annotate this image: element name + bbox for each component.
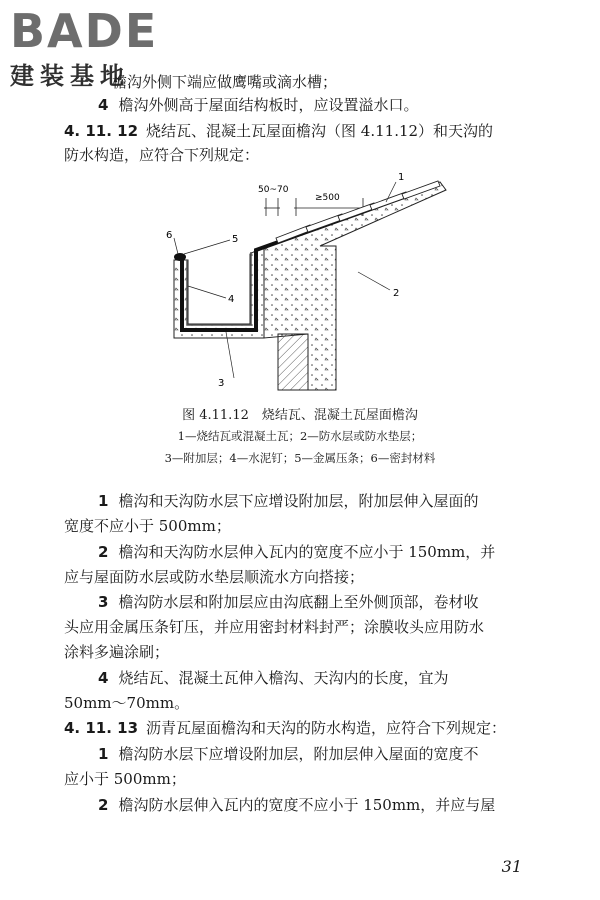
list-item-continued — [64, 567, 364, 587]
item-number: 1 — [98, 492, 109, 510]
section-number: 4. 11. 13 — [64, 719, 139, 737]
item-text: 檐沟防水层和附加层应由沟底翻上至外侧顶部，卷材收 — [118, 593, 479, 611]
section-4-11-13-heading — [64, 718, 506, 738]
section-4-11-12-continuation — [64, 145, 259, 165]
list-item — [98, 542, 495, 562]
insulation-block — [278, 334, 308, 390]
figure-legend-line-2: 3—附加层；4—水泥钉；5—金属压条；6—密封材料 — [164, 451, 436, 465]
item-text: 应与屋面防水层或防水垫层顺流水方向搭接； — [64, 568, 365, 586]
list-item — [98, 668, 448, 688]
eaves-gutter-diagram — [160, 172, 450, 392]
section-text-continued: 防水构造，应符合下列规定： — [64, 146, 260, 164]
list-item-continued — [64, 516, 231, 536]
item-number: 2 — [98, 796, 109, 814]
item-text: 檐沟和天沟防水层下应增设附加层，附加层伸入屋面的 — [118, 492, 479, 510]
item-number: 3 — [98, 593, 109, 611]
callout-5: 5 — [232, 234, 239, 245]
callout-4: 4 — [228, 294, 235, 305]
page-number: 31 — [501, 857, 522, 876]
section-number: 4. 11. 12 — [64, 122, 139, 140]
list-item — [98, 491, 478, 511]
section-text: 烧结瓦、混凝土瓦屋面檐沟（图 4.11.12）和天沟的 — [146, 122, 494, 140]
list-item-continued — [64, 642, 169, 662]
item-text: 头应用金属压条钉压，并应用密封材料封严；涂膜收头应用防水 — [64, 618, 485, 636]
logo-subtitle: 建装基地 — [10, 62, 130, 90]
item-number: 1 — [98, 745, 109, 763]
item-text: 宽度不应小于 500mm； — [64, 517, 231, 535]
item-number: 4 — [98, 669, 109, 687]
list-item — [98, 744, 478, 764]
list-item-continued — [64, 693, 189, 713]
item-text: 应小于 500mm； — [64, 770, 186, 788]
continued-line-text: 檐沟外侧下端应做鹰嘴或滴水槽； — [112, 73, 338, 91]
item-text: 檐沟和天沟防水层伸入瓦内的宽度不应小于 150mm，并 — [118, 543, 496, 561]
figure-legend-line-1: 1—烧结瓦或混凝土瓦；2—防水层或防水垫层； — [177, 429, 423, 443]
continued-line — [112, 72, 337, 92]
item-text: 檐沟外侧高于屋面结构板时，应设置溢水口。 — [118, 96, 419, 114]
item-number: 4 — [98, 96, 109, 114]
section-text: 沥青瓦屋面檐沟和天沟的防水构造，应符合下列规定： — [146, 719, 507, 737]
figure-caption-title: 图 4.11.12 烧结瓦、混凝土瓦屋面檐沟 — [182, 408, 418, 423]
list-item-continued — [64, 769, 186, 789]
item-text: 檐沟防水层下应增设附加层，附加层伸入屋面的宽度不 — [118, 745, 479, 763]
item-number: 2 — [98, 543, 109, 561]
list-item — [98, 795, 495, 815]
list-item — [98, 592, 478, 612]
item-text: 涂料多遍涂刷； — [64, 643, 170, 661]
logo-wordmark: BADE — [10, 4, 159, 58]
callout-2: 2 — [393, 288, 400, 299]
item-text: 50mm～70mm。 — [64, 694, 190, 712]
roof-tiles — [276, 181, 440, 243]
callout-6: 6 — [166, 230, 173, 241]
callout-1: 1 — [398, 172, 405, 183]
item-4-line — [98, 95, 418, 115]
section-4-11-12-heading — [64, 121, 493, 141]
item-text: 檐沟防水层伸入瓦内的宽度不应小于 150mm，并应与屋 — [118, 796, 496, 814]
dimension-label-right: ≥500 — [315, 193, 340, 203]
dimension-label-left: 50~70 — [258, 185, 289, 195]
callout-3: 3 — [218, 378, 225, 389]
list-item-continued — [64, 617, 484, 637]
item-text: 烧结瓦、混凝土瓦伸入檐沟、天沟内的长度，宜为 — [118, 669, 449, 687]
